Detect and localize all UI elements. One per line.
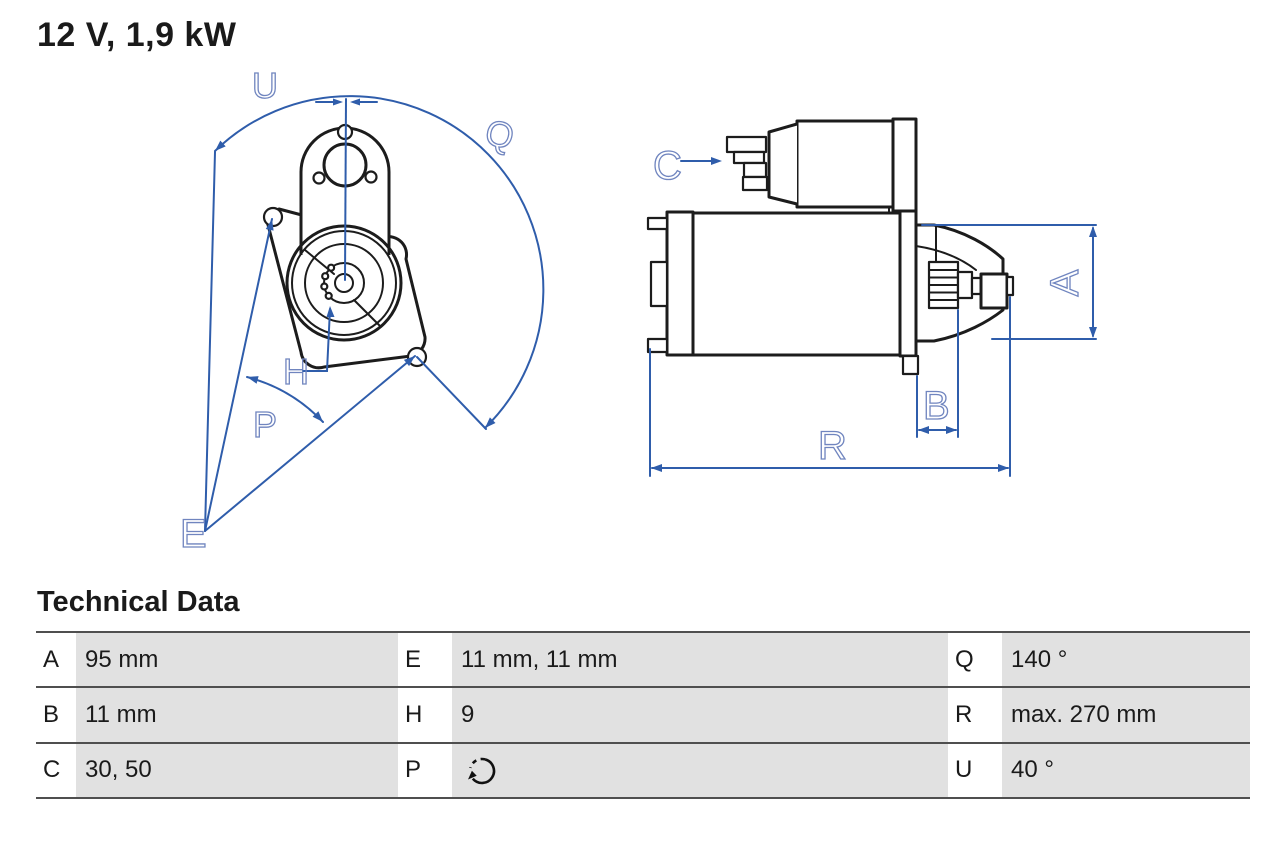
table-key-cell: B [36, 688, 76, 741]
dim-label-h: H [283, 351, 309, 392]
solenoid-terminal-mid2 [744, 163, 766, 177]
solenoid-terminal-lower [743, 177, 767, 190]
rotation-direction-icon [461, 752, 499, 788]
solenoid-cap [769, 124, 797, 204]
table-key-cell: U [948, 744, 1002, 797]
table-row [36, 744, 1250, 799]
bracket-small-hole-right [366, 172, 377, 183]
front-view-drawing [180, 65, 543, 556]
table-key-cell: H [398, 688, 452, 741]
dim-label-c: C [653, 144, 682, 188]
shaft-end [1007, 277, 1013, 295]
table-key-cell: C [36, 744, 76, 797]
table-value-cell [452, 744, 948, 797]
solenoid-body [797, 121, 893, 207]
table-row [36, 688, 1250, 743]
dim-label-b: B [923, 384, 950, 428]
table-value-cell: 9 [452, 688, 948, 741]
dim-label-e: E [180, 512, 207, 556]
flange-ear-hole-upper [264, 208, 282, 226]
table-value-cell: max. 270 mm [1002, 688, 1250, 741]
table-value-cell: 11 mm [76, 688, 398, 741]
pinion-tooth [322, 273, 328, 279]
table-key-cell: Q [948, 633, 1002, 686]
table-value-cell: 30, 50 [76, 744, 398, 797]
pinion-tooth [326, 293, 332, 299]
bracket-small-hole-left [314, 173, 325, 184]
shaft-collar [958, 272, 972, 298]
dim-label-u: U [252, 65, 278, 106]
table-key-cell: P [398, 744, 452, 797]
table-row [36, 633, 1250, 688]
side-view-drawing [648, 119, 1097, 476]
dim-label-a: A [1043, 269, 1087, 297]
dim-label-p: P [253, 404, 278, 445]
vertical-axis-line [345, 99, 346, 280]
solenoid-terminal-mid [734, 152, 764, 163]
body-tab [651, 262, 667, 306]
table-key-cell: A [36, 633, 76, 686]
table-key-cell: R [948, 688, 1002, 741]
motor-body [693, 213, 900, 355]
plate-foot [903, 356, 918, 374]
technical-data-table [36, 631, 1250, 799]
table-value-cell: 95 mm [76, 633, 398, 686]
ray-to-arc-start [205, 152, 215, 531]
mounting-plate [900, 211, 916, 356]
motor-end-cap [667, 212, 693, 355]
table-value-cell: 40 ° [1002, 744, 1250, 797]
dim-label-r: R [818, 424, 847, 468]
table-key-cell: E [398, 633, 452, 686]
page-title: 12 V, 1,9 kW [37, 16, 237, 54]
solenoid-terminal-upper [727, 137, 766, 152]
table-value-cell: 140 ° [1002, 633, 1250, 686]
bracket-column [893, 119, 916, 211]
table-value-cell: 11 mm, 11 mm [452, 633, 948, 686]
dim-label-q: Q [481, 110, 519, 158]
body-tab [648, 218, 667, 229]
shaft-bearing-block [981, 274, 1007, 308]
technical-data-heading: Technical Data [37, 586, 240, 618]
ray-extension [417, 357, 486, 429]
pinion-tooth [321, 284, 327, 290]
